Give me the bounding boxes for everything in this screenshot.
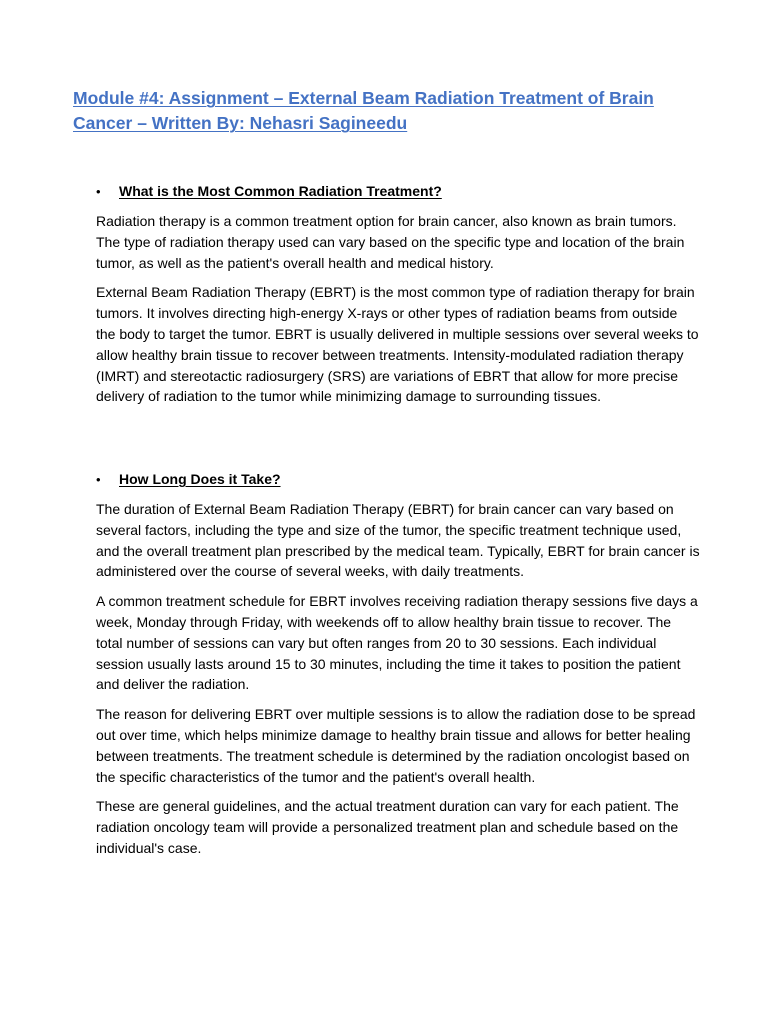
section-how-long xyxy=(96,468,700,868)
section-most-common-treatment xyxy=(96,180,700,416)
paragraph: These are general guidelines, and the actual treatment duration can vary for each patient. The radiation oncology team will provide a personalized treatment plan and schedule based on the individual's case. xyxy=(96,798,679,856)
section-heading: What is the Most Common Radiation Treatment? xyxy=(119,183,442,199)
section-heading-row xyxy=(96,180,700,203)
bullet-icon: • xyxy=(96,184,101,199)
paragraph: Radiation therapy is a common treatment option for brain cancer, also known as brain tumors. The type of radiation therapy used can vary based on the specific type and location of the brain tumor, as well as the patient's overall health and medical history. xyxy=(96,213,685,271)
paragraph: The reason for delivering EBRT over multiple sessions is to allow the radiation dose to be spread out over time, which helps minimize damage to healthy brain tissue and allows for better healing between treatments. The treatment schedule is determined by the radiation oncologist based on the specific characteristics of the tumor and the patient's overall health. xyxy=(96,706,696,785)
section-heading-row xyxy=(96,468,700,491)
paragraph: External Beam Radiation Therapy (EBRT) is the most common type of radiation therapy for brain tumors. It involves directing high-energy X-rays or other types of radiation beams from outside the body to target the tumor. EBRT is usually delivered in multiple sessions over several weeks to allow healthy brain tissue to recover between treatments. Intensity-modulated radiation therapy (IMRT) and stereotactic radiosurgery (SRS) are variations of EBRT that allow for more precise delivery of radiation to the tumor while minimizing damage to surrounding tissues. xyxy=(96,284,699,405)
document-title: Module #4: Assignment – External Beam Radiation Treatment of Brain Cancer – Written By: Nehasri Sagineedu xyxy=(73,88,654,133)
section-heading: How Long Does it Take? xyxy=(119,471,281,487)
paragraph: A common treatment schedule for EBRT involves receiving radiation therapy sessions five days a week, Monday through Friday, with weekends off to allow healthy brain tissue to recover. The total number of sessions can vary but often ranges from 20 to 30 sessions. Each individual session usually lasts around 15 to 30 minutes, including the time it takes to position the patient and deliver the radiation. xyxy=(96,593,698,693)
paragraph: The duration of External Beam Radiation Therapy (EBRT) for brain cancer can vary based on several factors, including the type and size of the tumor, the specific treatment technique used, and the overall treatment plan prescribed by the medical team. Typically, EBRT for brain cancer is administered over the course of several weeks, with daily treatments. xyxy=(96,501,700,580)
bullet-icon: • xyxy=(96,472,101,487)
